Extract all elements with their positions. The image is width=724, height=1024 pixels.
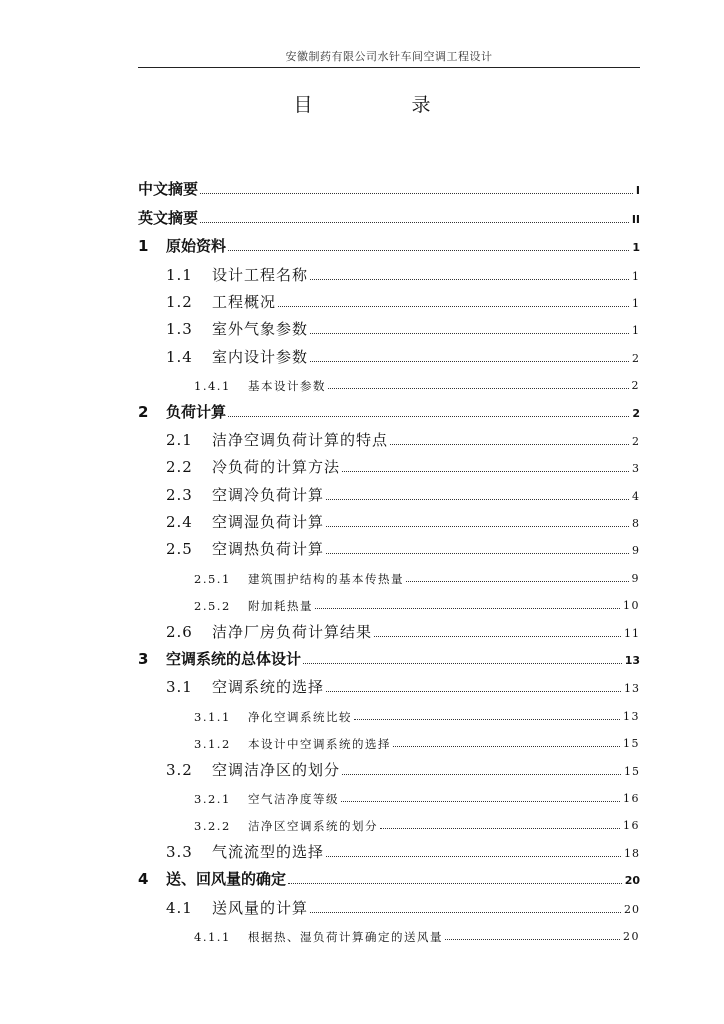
- toc-entry-text: 空调热负荷计算: [212, 540, 325, 559]
- toc-entry[interactable]: [138, 862, 640, 890]
- toc-entry-label: [194, 378, 328, 394]
- toc-entry-label: [166, 897, 310, 918]
- toc-entry-number: 2.5.1: [194, 571, 231, 586]
- dot-leader: [303, 663, 622, 664]
- toc-entry[interactable]: [138, 423, 640, 450]
- toc-entry[interactable]: [138, 918, 640, 945]
- toc-entry-number: 2.3: [166, 485, 193, 504]
- dot-leader: [326, 499, 629, 500]
- dot-leader: [315, 608, 620, 609]
- toc-entry-page: 9: [632, 544, 640, 558]
- toc-entry-label: [194, 818, 380, 834]
- toc-entry-text: 空调湿负荷计算: [212, 513, 325, 532]
- dot-leader: [278, 306, 629, 307]
- toc-entry-page: 1: [632, 296, 640, 310]
- toc-entry-text: 工程概况: [212, 292, 277, 311]
- toc-entry[interactable]: [138, 697, 640, 724]
- toc-entry-page: 13: [624, 682, 640, 696]
- toc-entry-text: 空调系统的总体设计: [166, 650, 302, 669]
- toc-entry-number: 1.4: [166, 347, 193, 366]
- toc-entry-page: 15: [624, 764, 640, 778]
- dot-leader: [342, 774, 621, 775]
- toc-entry-text: 空气洁净度等级: [248, 791, 339, 806]
- toc-entry-number: 2.2: [166, 458, 193, 477]
- toc-entry[interactable]: [138, 614, 640, 641]
- toc-entry[interactable]: [138, 312, 640, 339]
- page-header: [138, 49, 640, 68]
- toc-entry-number: 1.1: [166, 265, 193, 284]
- toc-entry-label: [138, 178, 200, 199]
- toc-entry[interactable]: [138, 642, 640, 670]
- toc-entry-text: 原始资料: [166, 237, 227, 256]
- toc-entry[interactable]: [138, 200, 640, 228]
- toc-entry[interactable]: [138, 780, 640, 807]
- toc-entry-text: 建筑围护结构的基本传热量: [248, 571, 404, 586]
- toc-entry-page: I: [635, 184, 640, 198]
- toc-entry-label: [138, 868, 288, 889]
- toc-entry[interactable]: [138, 532, 640, 559]
- toc-entry-text: 净化空调系统比较: [248, 709, 352, 724]
- toc-entry-page: 9: [631, 571, 640, 585]
- toc-entry-number: 2: [138, 402, 149, 421]
- dot-leader: [288, 883, 622, 884]
- dot-leader: [380, 828, 620, 829]
- toc-entry-page: 2: [631, 379, 640, 393]
- toc-entry-number: 4: [138, 870, 149, 889]
- toc-entry-label: [138, 648, 303, 669]
- toc-entry[interactable]: [138, 477, 640, 504]
- toc-entry-number: 2.5.2: [194, 599, 231, 614]
- toc-entry-label: [138, 235, 228, 256]
- toc-entry-label: [194, 571, 406, 587]
- toc-entry-page: 16: [623, 819, 640, 833]
- toc-entry-number: 1: [138, 237, 149, 256]
- dot-leader: [406, 581, 629, 582]
- toc-entry-text: 英文摘要: [138, 208, 199, 227]
- toc-entry-text: 空调系统的选择: [212, 678, 325, 697]
- toc-entry-label: [166, 538, 326, 559]
- toc-entry-text: 中文摘要: [138, 180, 199, 199]
- toc-entry-text: 空调冷负荷计算: [212, 485, 325, 504]
- toc-entry-number: 3: [138, 650, 149, 669]
- dot-leader: [342, 471, 629, 472]
- toc-entry-text: 室外气象参数: [212, 320, 309, 339]
- toc-entry-label: [166, 456, 342, 477]
- dot-leader: [393, 746, 620, 747]
- dot-leader: [310, 361, 629, 362]
- dot-leader: [328, 388, 629, 389]
- toc-entry-label: [194, 598, 315, 614]
- toc-entry-page: 15: [623, 737, 640, 751]
- toc-entry-text: 冷负荷的计算方法: [212, 458, 341, 477]
- toc-entry-page: 20: [624, 874, 640, 888]
- toc-entry-label: [194, 929, 445, 945]
- toc-entry-page: 2: [632, 351, 640, 365]
- toc-entry-label: [166, 318, 310, 339]
- dot-leader: [354, 719, 620, 720]
- toc-entry-label: [194, 709, 354, 725]
- toc-entry-page: 3: [632, 462, 640, 476]
- toc-entry-number: 1.4.1: [194, 379, 231, 394]
- dot-leader: [310, 279, 629, 280]
- toc-entry-label: [166, 264, 310, 285]
- toc-entry[interactable]: [138, 587, 640, 614]
- toc-entry[interactable]: [138, 834, 640, 861]
- toc-entry[interactable]: [138, 339, 640, 366]
- toc-entry[interactable]: [138, 505, 640, 532]
- toc-entry-number: 2.6: [166, 622, 193, 641]
- toc-entry-text: 送风量的计算: [212, 898, 309, 917]
- dot-leader: [326, 856, 621, 857]
- toc-entry-label: [138, 207, 200, 228]
- toc-entry-text: 洁净空调负荷计算的特点: [212, 430, 389, 449]
- toc-entry-page: 4: [632, 489, 640, 503]
- dot-leader: [326, 553, 629, 554]
- toc-entry-number: 2.4: [166, 513, 193, 532]
- toc-entry-number: 4.1: [166, 898, 193, 917]
- dot-leader: [200, 222, 629, 223]
- toc-entry[interactable]: [138, 725, 640, 752]
- toc-entry-number: 3.1.1: [194, 709, 231, 724]
- dot-leader: [374, 636, 621, 637]
- dot-leader: [310, 912, 621, 913]
- toc-entry[interactable]: [138, 257, 640, 284]
- toc-entry-number: 3.3: [166, 842, 193, 861]
- toc-entry-text: 送、回风量的确定: [166, 870, 287, 889]
- dot-leader: [341, 801, 620, 802]
- table-of-contents: [138, 172, 640, 945]
- dot-leader: [326, 526, 629, 527]
- toc-entry-label: [194, 736, 393, 752]
- toc-entry-label: [166, 291, 278, 312]
- toc-entry[interactable]: [138, 559, 640, 586]
- toc-entry[interactable]: [138, 670, 640, 697]
- toc-entry-page: 20: [623, 929, 640, 943]
- toc-entry-label: [166, 511, 326, 532]
- toc-entry[interactable]: [138, 752, 640, 779]
- toc-entry-number: 3.2.1: [194, 791, 231, 806]
- toc-entry-number: 3.2.2: [194, 819, 231, 834]
- toc-entry-label: [166, 429, 390, 450]
- toc-entry-page: 1: [632, 241, 640, 255]
- toc-entry-label: [166, 676, 326, 697]
- dot-leader: [390, 444, 629, 445]
- toc-entry[interactable]: [138, 367, 640, 394]
- toc-entry-text: 本设计中空调系统的选择: [248, 737, 391, 752]
- dot-leader: [228, 416, 629, 417]
- toc-entry-text: 根据热、湿负荷计算确定的送风量: [248, 929, 443, 944]
- toc-entry-text: 基本设计参数: [248, 379, 326, 394]
- toc-entry[interactable]: [138, 394, 640, 422]
- toc-entry-text: 空调洁净区的划分: [212, 760, 341, 779]
- toc-entry[interactable]: [138, 172, 640, 200]
- toc-entry-number: 3.2: [166, 760, 193, 779]
- toc-entry-page: II: [631, 212, 640, 226]
- toc-entry-label: [166, 346, 310, 367]
- toc-entry-label: [194, 791, 341, 807]
- toc-entry-page: 1: [632, 269, 640, 283]
- toc-entry[interactable]: [138, 890, 640, 917]
- dot-leader: [310, 333, 629, 334]
- header-text: 安徽制药有限公司水针车间空调工程设计: [285, 50, 493, 63]
- toc-entry-number: 4.1.1: [194, 929, 231, 944]
- toc-entry-page: 16: [623, 791, 640, 805]
- toc-entry-page: 13: [624, 654, 640, 668]
- toc-entry-page: 2: [632, 406, 640, 420]
- toc-entry-page: 13: [623, 709, 640, 723]
- toc-entry-page: 20: [624, 902, 640, 916]
- toc-entry-page: 18: [624, 846, 640, 860]
- toc-entry-label: [166, 621, 374, 642]
- toc-entry-text: 设计工程名称: [212, 265, 309, 284]
- toc-entry-number: 1.2: [166, 292, 193, 311]
- toc-entry-page: 11: [624, 626, 640, 640]
- toc-entry-number: 2.5: [166, 540, 193, 559]
- toc-entry-number: 2.1: [166, 430, 193, 449]
- dot-leader: [445, 939, 620, 940]
- toc-entry-text: 室内设计参数: [212, 347, 309, 366]
- toc-entry-page: 10: [623, 599, 640, 613]
- toc-entry-number: 1.3: [166, 320, 193, 339]
- toc-entry[interactable]: [138, 285, 640, 312]
- toc-entry-text: 负荷计算: [166, 402, 227, 421]
- toc-entry-page: 1: [632, 324, 640, 338]
- toc-entry[interactable]: [138, 807, 640, 834]
- toc-entry-text: 附加耗热量: [248, 599, 313, 614]
- toc-entry-number: 3.1.2: [194, 737, 231, 752]
- dot-leader: [228, 250, 629, 251]
- toc-entry-text: 气流流型的选择: [212, 842, 325, 861]
- toc-entry-number: 3.1: [166, 678, 193, 697]
- toc-entry[interactable]: [138, 450, 640, 477]
- dot-leader: [200, 193, 633, 194]
- toc-title: 目 录: [293, 94, 471, 116]
- toc-entry-page: 2: [632, 434, 640, 448]
- toc-entry-label: [166, 759, 342, 780]
- dot-leader: [326, 691, 621, 692]
- toc-entry-label: [166, 841, 326, 862]
- toc-entry-label: [166, 484, 326, 505]
- toc-entry-text: 洁净厂房负荷计算结果: [212, 622, 373, 641]
- toc-entry-label: [138, 401, 228, 422]
- toc-entry-text: 洁净区空调系统的划分: [248, 819, 378, 834]
- toc-entry[interactable]: [138, 229, 640, 257]
- toc-entry-page: 8: [632, 517, 640, 531]
